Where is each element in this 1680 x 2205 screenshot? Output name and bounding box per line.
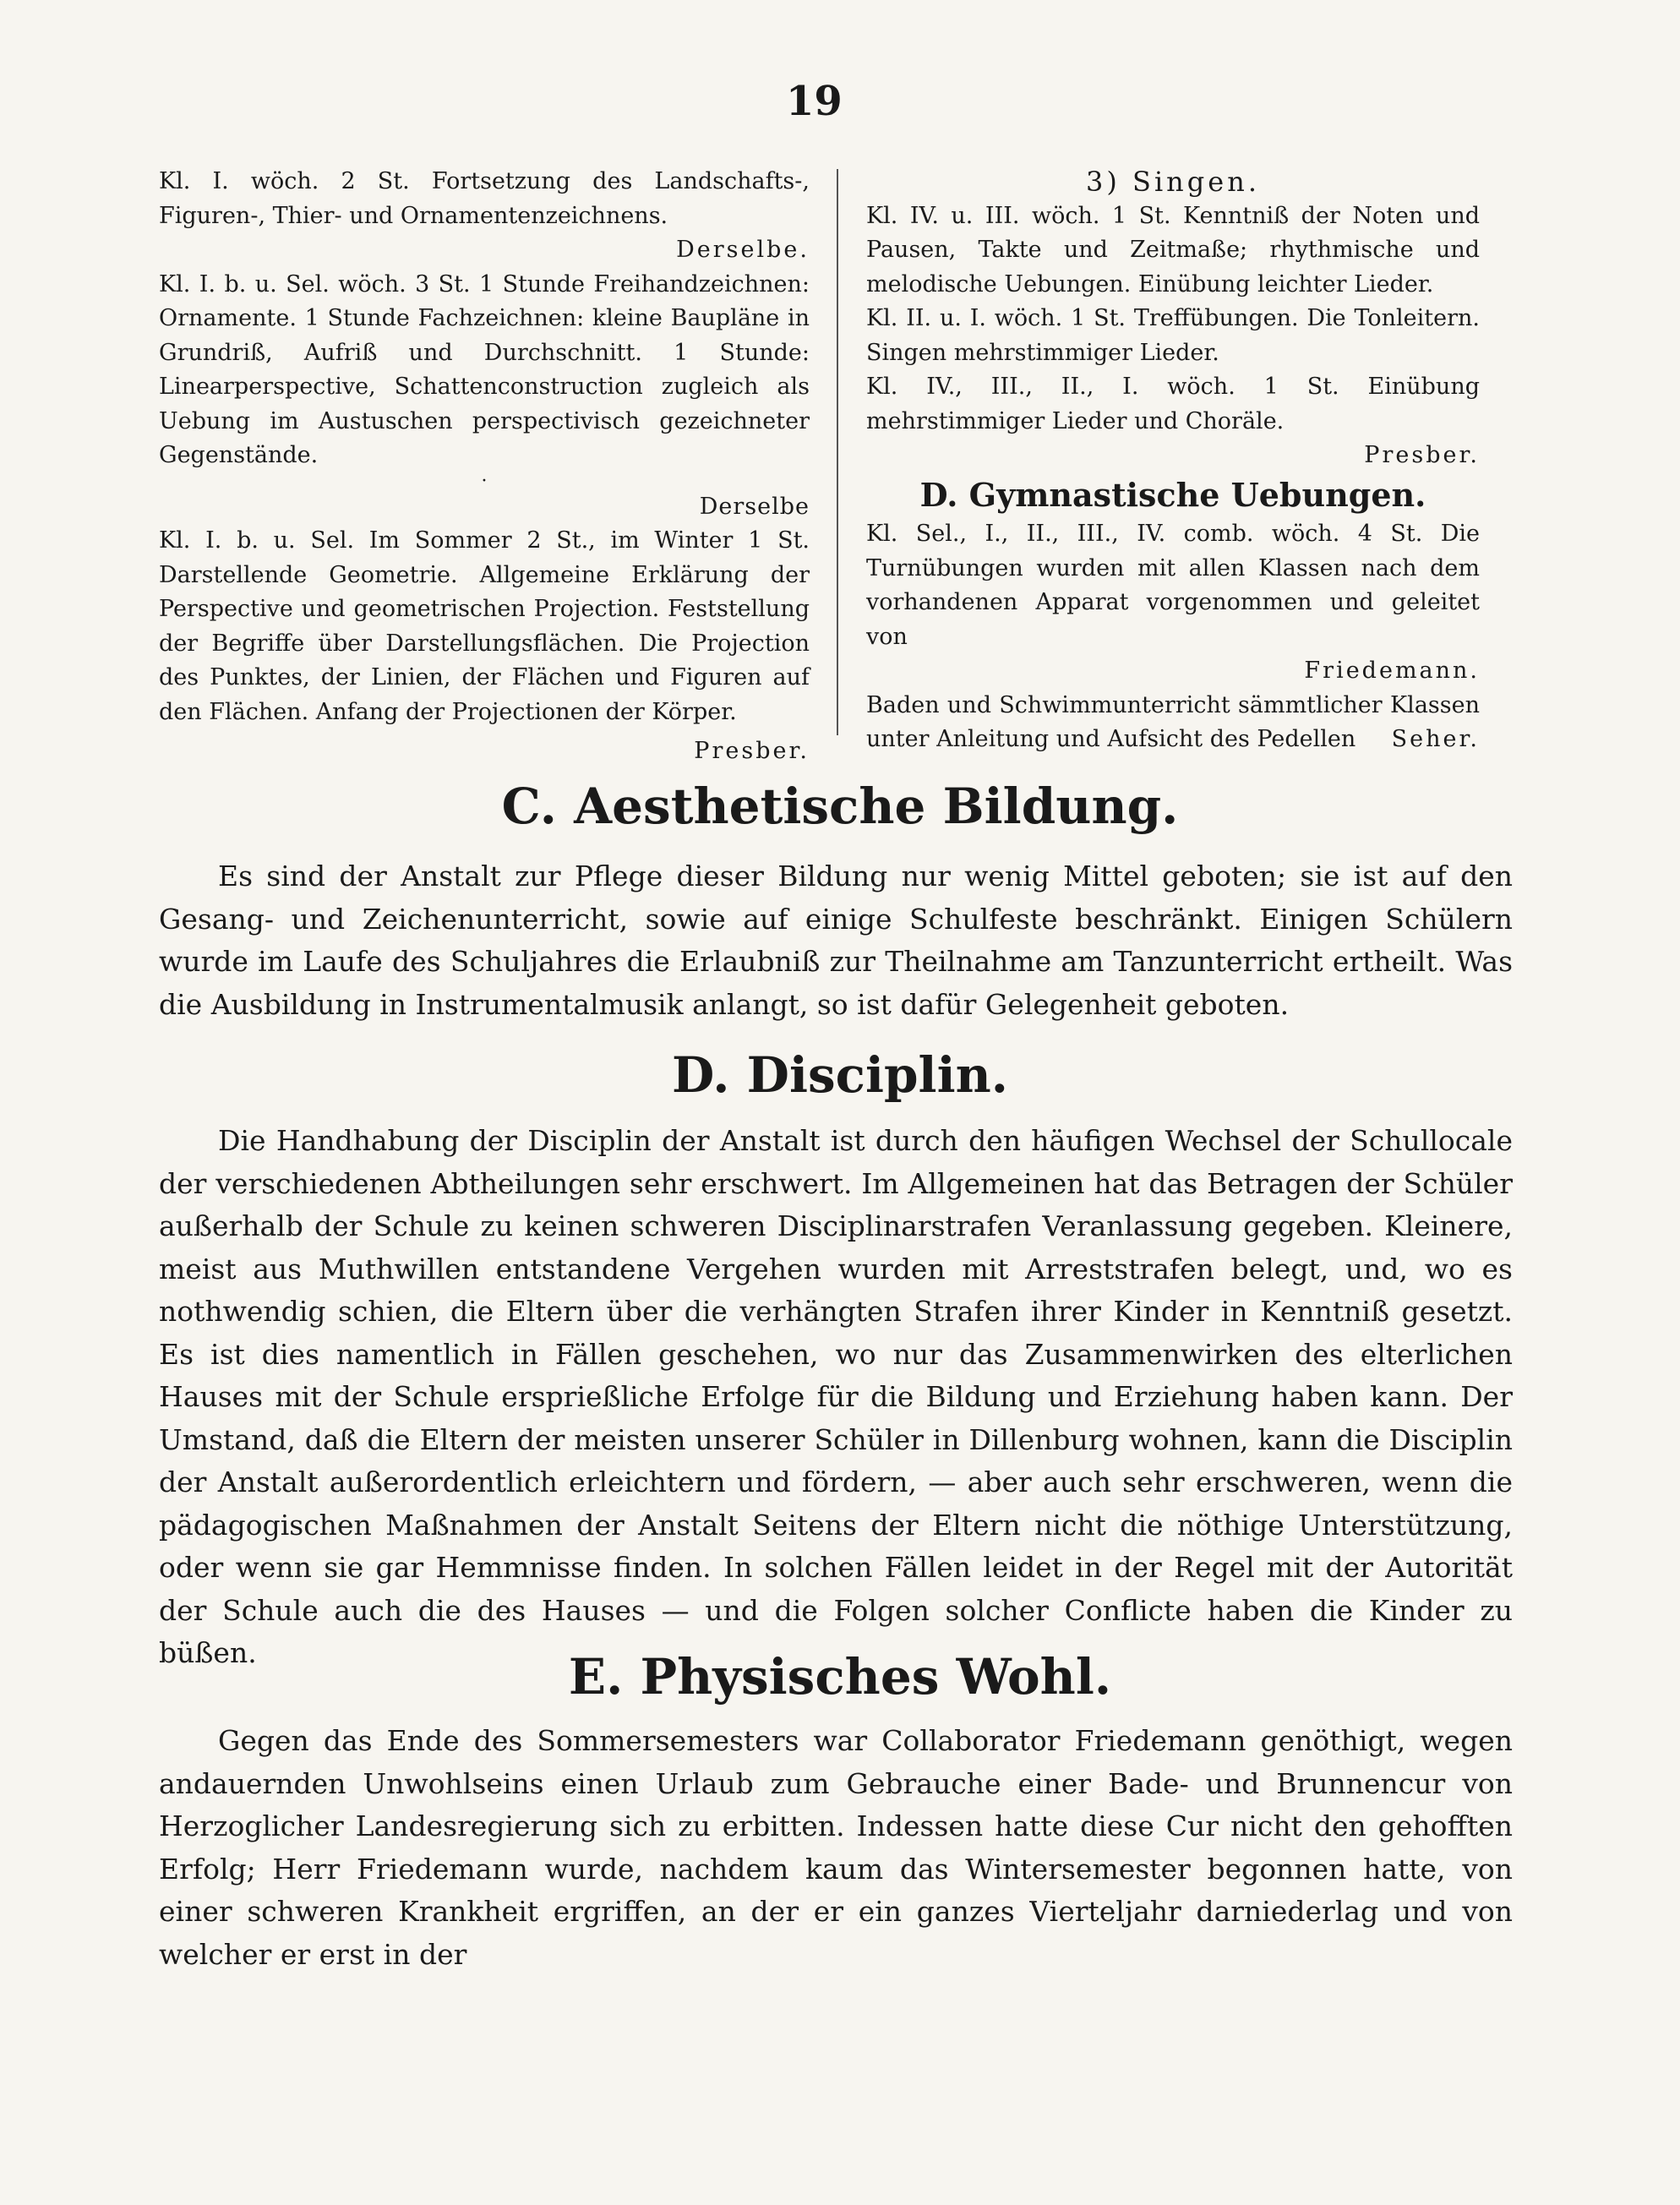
- right-heading-singen: 3) Singen.: [1086, 166, 1260, 198]
- right-signature-2: Friedemann.: [1304, 658, 1480, 684]
- section-e-heading: E. Physisches Wohl.: [568, 1648, 1112, 1706]
- right-paragraph-5: [866, 689, 1480, 757]
- right-heading-gymnastik: D. Gymnastische Uebungen.: [919, 475, 1426, 514]
- section-e-body: [159, 1720, 1513, 1976]
- section-c-body: [159, 855, 1513, 1026]
- left-paragraph-3: Kl. I. b. u. Sel. Im Sommer 2 St., im Winter 1 St. Darstellende Geometrie. Allgemeine Erklärung der Perspective und geometrischen Projection. Feststellung der Begriffe über Darstellungsflächen. Die Projection des Punktes, der Linien, der Flächen und Figuren auf den Flächen. Anfang der Projectionen der Körper.: [159, 527, 810, 725]
- right-column: [866, 165, 1480, 757]
- left-signature-1: Derselbe.: [676, 237, 810, 263]
- section-c-paragraph: Es sind der Anstalt zur Pflege dieser Bildung nur wenig Mittel geboten; sie ist auf den Gesang- und Zeichenunterricht, sowie auf einige Schulfeste beschränkt. Einigen Schülern wurde im Laufe des Schuljahres die Erlaubniß zur Theilnahme am Tanzunterricht ertheilt. Was die Ausbildung in Instrumentalmusik anlangt, so ist dafür Gelegenheit geboten.: [159, 860, 1513, 1021]
- column-divider: [837, 169, 838, 735]
- section-e-paragraph: Gegen das Ende des Sommersemesters war Collaborator Friedemann genöthigt, wegen andauernden Unwohlseins einen Urlaub zum Gebrauche einer Bade- und Brunnencur von Herzoglicher Landesregierung sich zu erbitten. Indessen hatte diese Cur nicht den gehofften Erfolg; Herr Friedemann wurde, nachdem kaum das Wintersemester begonnen hatte, von einer schweren Krankheit ergriffen, an der er ein ganzes Vierteljahr darniederlag und von welcher er erst in der: [159, 1724, 1513, 1971]
- section-c-heading: C. Aesthetische Bildung.: [501, 778, 1179, 835]
- right-paragraph-5-text: Baden und Schwimmunterricht sämmtlicher Klassen unter Anleitung und Aufsicht des Pedellen: [866, 691, 1480, 752]
- left-paragraph-2: Kl. I. b. u. Sel. wöch. 3 St. 1 Stunde Freihandzeichnen: Ornamente. 1 Stunde Fachzeichnen: kleine Baupläne in Grundriß, Aufriß und Durchschnitt. 1 Stunde: Linearperspective, Schattenconstruction zugleich als Uebung im Austuschen perspectivisch gezeichneter Gegenstände.: [159, 270, 810, 468]
- left-paragraph-1: Kl. I. wöch. 2 St. Fortsetzung des Landschafts-, Figuren-, Thier- und Ornamentenzeichnens.: [159, 168, 810, 229]
- right-signature-1: Presber.: [1364, 442, 1480, 468]
- right-paragraph-3: Kl. IV., III., II., I. wöch. 1 St. Einübung mehrstimmiger Lieder und Choräle.: [866, 374, 1480, 434]
- section-d-heading: D. Disciplin.: [672, 1046, 1008, 1104]
- right-paragraph-4: Kl. Sel., I., II., III., IV. comb. wöch. 4 St. Die Turnübungen wurden mit allen Klassen nach dem vorhandenen Apparat vorgenommen und geleitet von: [866, 521, 1480, 650]
- section-d-body: [159, 1120, 1513, 1675]
- right-paragraph-2: Kl. II. u. I. wöch. 1 St. Treffübungen. Die Tonleitern. Singen mehrstimmiger Lieder.: [866, 305, 1480, 366]
- page-number: 19: [786, 78, 843, 125]
- left-bullet-mark: ·: [481, 470, 488, 492]
- right-paragraph-1: Kl. IV. u. III. wöch. 1 St. Kenntniß der Noten und Pausen, Takte und Zeitmaße; rhythmische und melodische Uebungen. Einübung leichter Lieder.: [866, 202, 1480, 297]
- left-column: [159, 165, 810, 769]
- section-d-paragraph: Die Handhabung der Disciplin der Anstalt ist durch den häufigen Wechsel der Schullocale der verschiedenen Abtheilungen sehr erschwert. Im Allgemeinen hat das Betragen der Schüler außerhalb der Schule zu keinen schweren Disciplinarstrafen Veranlassung gegeben. Kleinere, meist aus Muthwillen entstandene Vergehen wurden mit Arreststrafen belegt, und, wo es nothwendig schien, die Eltern über die verhängten Strafen ihrer Kinder in Kenntniß gesetzt. Es ist dies namentlich in Fällen geschehen, wo nur das Zusammenwirken des elterlichen Hauses mit der Schule ersprießliche Erfolge für die Bildung und Erziehung haben kann. Der Umstand, daß die Eltern der meisten unserer Schüler in Dillenburg wohnen, kann die Disciplin der Anstalt außerordentlich erleichtern und fördern, — aber auch sehr erschweren, wenn die pädagogischen Maßnahmen der Anstalt Seitens der Eltern nicht die nöthige Unterstützung, oder wenn sie gar Hemmnisse finden. In solchen Fällen leidet in der Regel mit der Autorität der Schule auch die des Hauses — und die Folgen solcher Conflicte haben die Kinder zu büßen.: [159, 1124, 1513, 1669]
- left-signature-2: Derselbe: [699, 493, 810, 520]
- right-signature-3: Seher.: [1391, 726, 1480, 752]
- left-signature-3: Presber.: [694, 738, 810, 764]
